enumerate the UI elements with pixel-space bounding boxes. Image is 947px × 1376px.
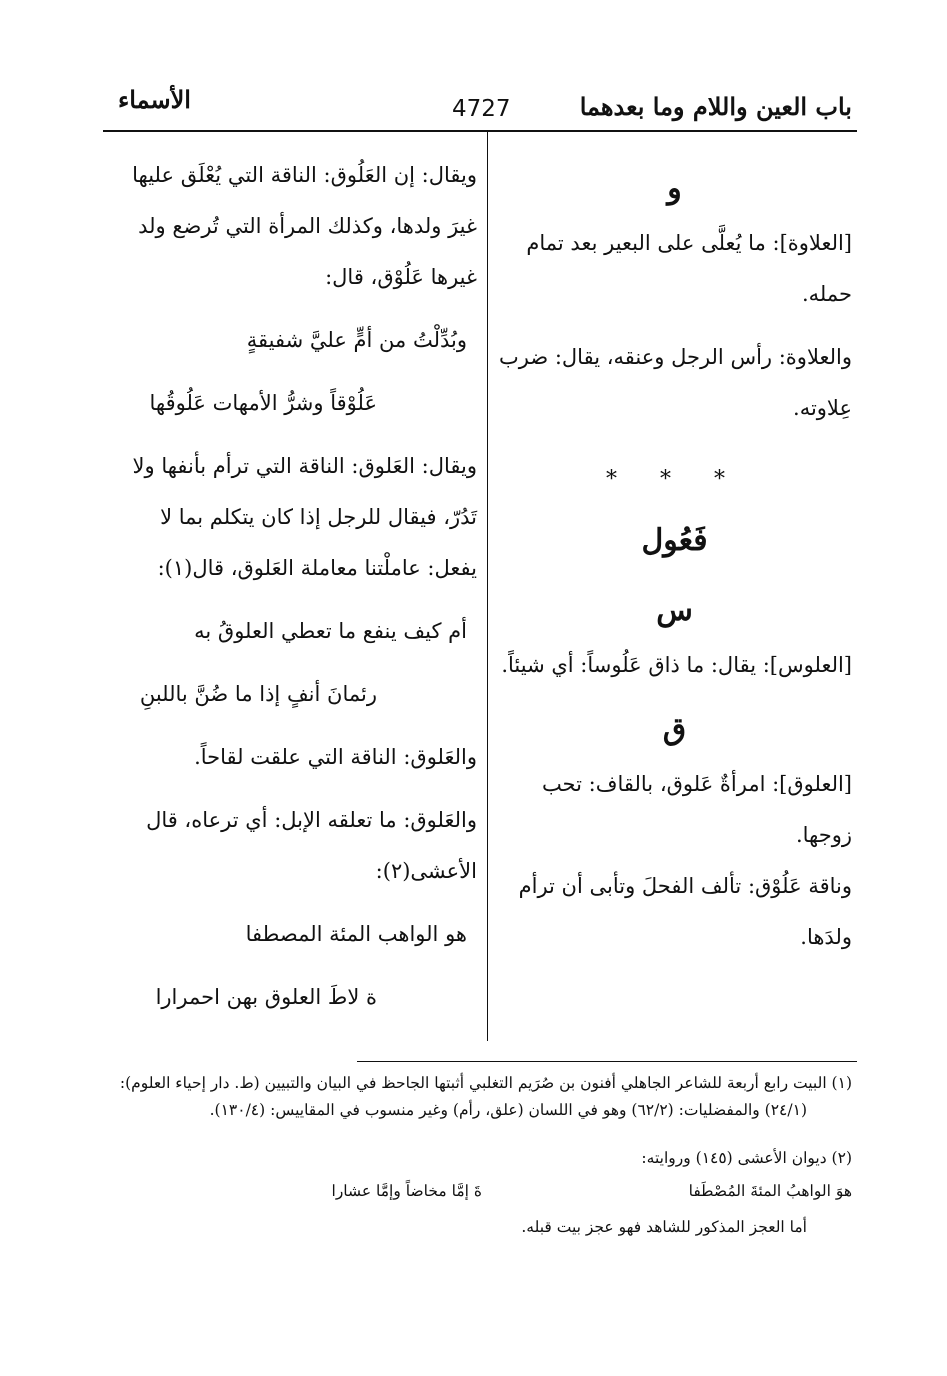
entry-alawa-2: والعلاوة: رأس الرجل وعنقه، يقال: ضرب عِلاوته. bbox=[498, 345, 852, 420]
separator-stars: * * * bbox=[606, 467, 743, 492]
verse-1b: عَلُوْقاً وشرُّ الأمهات عَلُوقُها bbox=[149, 391, 377, 415]
footnote-2-note: أما العجز المذكور للشاهد فهو عجز بيت قبله. bbox=[521, 1218, 807, 1236]
paragraph-3: والعَلوق: الناقة التي علقت لقاحاً. bbox=[194, 745, 477, 769]
verse-2b: رئمانَ أنفٍ إذا ما ضُنَّ باللبنِ bbox=[139, 682, 377, 706]
letter-heading-sin: س bbox=[656, 593, 693, 628]
entry-alawa: [العلاوة]: ما يُعلَّى على البعير بعد تمام حمله. bbox=[526, 231, 852, 306]
section-title: الأسماء bbox=[118, 85, 191, 114]
header-rule bbox=[103, 130, 857, 132]
footnote-1-continued: (٢٤/١) والمفضليات: (٦٢/٢) وهو في اللسان (علق، رأم) وغير منسوب في المقاييس: (١٣٠/٤). bbox=[209, 1101, 807, 1119]
paragraph-4: والعَلوق: ما تعلقه الإبل: أي ترعاه، قال الأعشى(٢): bbox=[146, 808, 477, 883]
letter-heading-waw: و bbox=[667, 171, 682, 206]
footnote-2: (٢) ديوان الأعشى (١٤٥) وروايته: bbox=[641, 1149, 852, 1167]
verse-1a: وبُدِّلْتُ من أمٍّ عليَّ شفيقةٍ bbox=[246, 328, 467, 352]
footnote-1: (١) البيت رابع أربعة للشاعر الجاهلي أفنون بن صُرَيم التغلبي أثبتها الجاحظ في البيان والتبيين (ط. دار إحياء العلوم): bbox=[119, 1074, 852, 1092]
paragraph-2: ويقال: العَلوق: الناقة التي ترأم بأنفها ولا تَدُرّ، فيقال للرجل إذا كان يتكلم بما لا يفعل: عاملْتنا معاملة العَلوق، قال(١): bbox=[132, 454, 477, 580]
verse-3b: ة لاطَ العلوق بهن احمرارا bbox=[155, 985, 377, 1009]
footnote-rule bbox=[357, 1061, 857, 1062]
entry-aluq: [العلوق]: امرأةٌ عَلوق، بالقاف: تحب زوجها. bbox=[541, 772, 852, 847]
right-column bbox=[497, 150, 852, 963]
entry-alus: [العلوس]: يقال: ما ذاق عَلُوساً: أي شيئاً. bbox=[501, 653, 852, 677]
entry-aluq-2: وناقة عَلُوْق: تألف الفحلَ وتأبى أن ترأم ولدَها. bbox=[518, 874, 852, 949]
paragraph-1: ويقال: إن العَلُوق: الناقة التي يُعْلَق عليها غيرَ ولدها، وكذلك المرأة التي تُرضع ولد غيرها عَلُوْق، قال: bbox=[132, 163, 477, 289]
verse-3a: هو الواهب المئة المصطفا bbox=[245, 922, 467, 946]
column-divider bbox=[487, 131, 488, 1041]
footnote-verse-first-half: هوَ الواهبُ المئةَ المُصْطَفا bbox=[688, 1182, 852, 1200]
footnote-verse-second-half: ةَ إمَّا مخاضاً وإمَّا عشارا bbox=[331, 1182, 482, 1200]
letter-heading-qaf: ق bbox=[662, 712, 687, 747]
left-column bbox=[107, 150, 477, 1023]
verse-2a: أم كيف ينفع ما تعطي العلوقُ به bbox=[194, 619, 467, 643]
page-number: 4727 bbox=[452, 96, 511, 122]
footnote-2-verse bbox=[112, 1178, 852, 1205]
pattern-heading: فَعُول bbox=[641, 523, 708, 558]
chapter-title: باب العين واللام وما بعدهما bbox=[579, 92, 852, 121]
